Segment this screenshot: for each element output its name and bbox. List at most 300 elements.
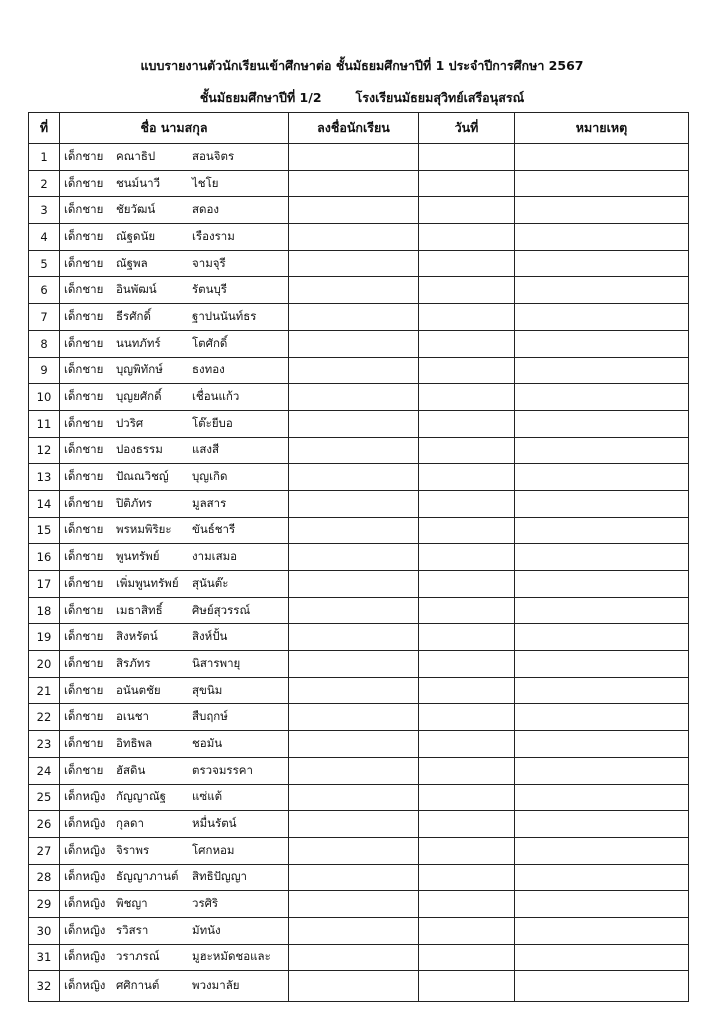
table-row <box>29 757 689 784</box>
date-cell <box>419 731 515 758</box>
table-row <box>29 651 689 678</box>
student-name <box>60 410 289 437</box>
first-name: พรหมพิริยะ <box>116 522 172 537</box>
last-name: แซ่แต้ <box>192 789 223 804</box>
name-prefix: เด็กหญิง <box>64 789 106 804</box>
remark-cell <box>515 731 689 758</box>
signature-cell <box>289 651 419 678</box>
date-cell <box>419 277 515 304</box>
name-prefix: เด็กชาย <box>64 629 104 644</box>
first-name: รวิสรา <box>116 922 149 937</box>
row-number: 13 <box>29 464 60 491</box>
name-prefix: เด็กชาย <box>64 228 104 243</box>
header-remark: หมายเหตุ <box>515 113 689 144</box>
student-name <box>60 224 289 251</box>
remark-cell <box>515 437 689 464</box>
name-prefix: เด็กหญิง <box>64 842 106 857</box>
table-row <box>29 971 689 1002</box>
date-cell <box>419 571 515 598</box>
first-name: พูนทรัพย์ <box>116 549 160 564</box>
signature-cell <box>289 517 419 544</box>
last-name: นิสารพายุ <box>192 655 241 670</box>
school-name: โรงเรียนมัธยมสุวิทย์เสรีอนุสรณ์ <box>355 90 525 105</box>
row-number: 16 <box>29 544 60 571</box>
student-name <box>60 811 289 838</box>
student-name <box>60 197 289 224</box>
remark-cell <box>515 330 689 357</box>
table-row <box>29 464 689 491</box>
last-name: เรืองราม <box>192 228 235 243</box>
signature-cell <box>289 704 419 731</box>
signature-cell <box>289 944 419 971</box>
remark-cell <box>515 224 689 251</box>
date-cell <box>419 624 515 651</box>
row-number: 29 <box>29 891 60 918</box>
first-name: นนทภัทร์ <box>116 335 161 350</box>
date-cell <box>419 757 515 784</box>
remark-cell <box>515 651 689 678</box>
row-number: 8 <box>29 330 60 357</box>
remark-cell <box>515 677 689 704</box>
remark-cell <box>515 197 689 224</box>
signature-cell <box>289 330 419 357</box>
first-name: พิชญา <box>116 896 148 911</box>
date-cell <box>419 437 515 464</box>
table-row <box>29 784 689 811</box>
date-cell <box>419 544 515 571</box>
date-cell <box>419 864 515 891</box>
signature-cell <box>289 357 419 384</box>
signature-cell <box>289 224 419 251</box>
student-name <box>60 864 289 891</box>
row-number: 11 <box>29 410 60 437</box>
student-name <box>60 571 289 598</box>
table-row <box>29 410 689 437</box>
table-row <box>29 304 689 331</box>
table-row <box>29 357 689 384</box>
first-name: ธีรศักดิ์ <box>116 308 151 323</box>
table-body <box>29 144 689 1002</box>
name-prefix: เด็กหญิง <box>64 949 106 964</box>
remark-cell <box>515 624 689 651</box>
date-cell <box>419 224 515 251</box>
first-name: ปิติภัทร <box>116 495 153 510</box>
name-prefix: เด็กชาย <box>64 389 104 404</box>
last-name: โตศักดิ์ <box>192 335 228 350</box>
signature-cell <box>289 757 419 784</box>
first-name: ชัยวัฒน์ <box>116 202 156 217</box>
student-name <box>60 971 289 1002</box>
last-name: สุนันต๊ะ <box>192 575 229 590</box>
first-name: ณัฐดนัย <box>116 228 156 243</box>
class-label: ชั้นมัธยมศึกษาปีที่ 1/2 <box>199 90 322 105</box>
last-name: สิงห์ปั้น <box>192 629 228 644</box>
student-name <box>60 357 289 384</box>
date-cell <box>419 250 515 277</box>
signature-cell <box>289 784 419 811</box>
remark-cell <box>515 757 689 784</box>
table-row <box>29 624 689 651</box>
signature-cell <box>289 624 419 651</box>
last-name: โศกหอม <box>192 842 235 857</box>
student-name <box>60 784 289 811</box>
name-prefix: เด็กชาย <box>64 735 104 750</box>
first-name: บุญยศักดิ์ <box>116 389 162 404</box>
row-number: 14 <box>29 490 60 517</box>
row-number: 1 <box>29 144 60 171</box>
last-name: มูฮะหมัดชอและ <box>192 949 271 964</box>
last-name: งามเสมอ <box>192 549 238 564</box>
name-prefix: เด็กชาย <box>64 202 104 217</box>
name-prefix: เด็กชาย <box>64 335 104 350</box>
name-prefix: เด็กชาย <box>64 308 104 323</box>
remark-cell <box>515 784 689 811</box>
table-row <box>29 144 689 171</box>
table-row <box>29 517 689 544</box>
signature-cell <box>289 490 419 517</box>
date-cell <box>419 944 515 971</box>
row-number: 23 <box>29 731 60 758</box>
row-number: 20 <box>29 651 60 678</box>
document-subtitle <box>0 88 724 108</box>
first-name: ณัฐพล <box>116 255 148 270</box>
table-row <box>29 704 689 731</box>
last-name: หมื่นรัตน์ <box>192 816 237 831</box>
row-number: 7 <box>29 304 60 331</box>
signature-cell <box>289 837 419 864</box>
first-name: จิราพร <box>116 842 150 857</box>
signature-cell <box>289 811 419 838</box>
signature-cell <box>289 170 419 197</box>
name-prefix: เด็กหญิง <box>64 978 106 993</box>
header-signature: ลงชื่อนักเรียน <box>289 113 419 144</box>
last-name: มัทนัง <box>192 922 221 937</box>
first-name: สิงหรัตน์ <box>116 629 158 644</box>
student-name <box>60 384 289 411</box>
row-number: 18 <box>29 597 60 624</box>
date-cell <box>419 677 515 704</box>
remark-cell <box>515 170 689 197</box>
table-row <box>29 224 689 251</box>
row-number: 17 <box>29 571 60 598</box>
table-row <box>29 917 689 944</box>
student-name <box>60 677 289 704</box>
first-name: อิทธิพล <box>116 735 153 750</box>
header-date: วันที่ <box>419 113 515 144</box>
date-cell <box>419 464 515 491</box>
name-prefix: เด็กชาย <box>64 282 104 297</box>
date-cell <box>419 917 515 944</box>
table-row <box>29 250 689 277</box>
name-prefix: เด็กชาย <box>64 148 104 163</box>
table-header-row <box>29 113 689 144</box>
name-prefix: เด็กหญิง <box>64 869 106 884</box>
name-prefix: เด็กหญิง <box>64 922 106 937</box>
table-row <box>29 864 689 891</box>
remark-cell <box>515 277 689 304</box>
name-prefix: เด็กชาย <box>64 682 104 697</box>
student-name <box>60 490 289 517</box>
remark-cell <box>515 464 689 491</box>
signature-cell <box>289 144 419 171</box>
signature-cell <box>289 971 419 1002</box>
signature-cell <box>289 384 419 411</box>
student-name <box>60 731 289 758</box>
date-cell <box>419 304 515 331</box>
last-name: ไชโย <box>192 175 219 190</box>
last-name: สอนจิตร <box>192 148 235 163</box>
signature-cell <box>289 677 419 704</box>
row-number: 28 <box>29 864 60 891</box>
last-name: สืบฤกษ์ <box>192 709 228 724</box>
signature-cell <box>289 277 419 304</box>
student-name <box>60 597 289 624</box>
first-name: ฮัสดิน <box>116 762 146 777</box>
date-cell <box>419 651 515 678</box>
student-name <box>60 944 289 971</box>
name-prefix: เด็กชาย <box>64 575 104 590</box>
remark-cell <box>515 571 689 598</box>
remark-cell <box>515 944 689 971</box>
table-row <box>29 437 689 464</box>
first-name: ปวริศ <box>116 415 144 430</box>
name-prefix: เด็กชาย <box>64 175 104 190</box>
table-row <box>29 891 689 918</box>
remark-cell <box>515 144 689 171</box>
row-number: 27 <box>29 837 60 864</box>
student-name <box>60 277 289 304</box>
table-row <box>29 544 689 571</box>
remark-cell <box>515 517 689 544</box>
row-number: 10 <box>29 384 60 411</box>
name-prefix: เด็กชาย <box>64 522 104 537</box>
remark-cell <box>515 891 689 918</box>
student-name <box>60 651 289 678</box>
last-name: แสงสี <box>192 442 220 457</box>
table-row <box>29 330 689 357</box>
student-name <box>60 757 289 784</box>
table-row <box>29 197 689 224</box>
date-cell <box>419 490 515 517</box>
student-name <box>60 250 289 277</box>
signature-cell <box>289 437 419 464</box>
student-name <box>60 170 289 197</box>
signature-cell <box>289 250 419 277</box>
name-prefix: เด็กหญิง <box>64 896 106 911</box>
student-name <box>60 437 289 464</box>
first-name: ปองธรรม <box>116 442 163 457</box>
last-name: รัตนบุรี <box>192 282 227 297</box>
name-prefix: เด็กชาย <box>64 655 104 670</box>
date-cell <box>419 517 515 544</box>
date-cell <box>419 784 515 811</box>
signature-cell <box>289 864 419 891</box>
signature-cell <box>289 410 419 437</box>
name-prefix: เด็กชาย <box>64 442 104 457</box>
last-name: วรศิริ <box>192 896 219 911</box>
row-number: 30 <box>29 917 60 944</box>
first-name: เมธาสิทธิ์ <box>116 602 163 617</box>
row-number: 21 <box>29 677 60 704</box>
last-name: ตรวจมรรคา <box>192 762 253 777</box>
last-name: มูลสาร <box>192 495 227 510</box>
signature-cell <box>289 597 419 624</box>
remark-cell <box>515 250 689 277</box>
signature-cell <box>289 571 419 598</box>
date-cell <box>419 357 515 384</box>
name-prefix: เด็กชาย <box>64 762 104 777</box>
student-name <box>60 517 289 544</box>
remark-cell <box>515 304 689 331</box>
first-name: สิรภัทร <box>116 655 151 670</box>
remark-cell <box>515 971 689 1002</box>
student-name <box>60 624 289 651</box>
row-number: 19 <box>29 624 60 651</box>
row-number: 9 <box>29 357 60 384</box>
table-row <box>29 170 689 197</box>
date-cell <box>419 837 515 864</box>
row-number: 31 <box>29 944 60 971</box>
date-cell <box>419 384 515 411</box>
remark-cell <box>515 864 689 891</box>
student-name <box>60 144 289 171</box>
last-name: ฐาปนนันท์ธร <box>192 308 257 323</box>
remark-cell <box>515 490 689 517</box>
name-prefix: เด็กหญิง <box>64 816 106 831</box>
remark-cell <box>515 410 689 437</box>
student-name <box>60 917 289 944</box>
first-name: เพิ่มพูนทรัพย์ <box>116 575 179 590</box>
header-name: ชื่อ นามสกุล <box>60 113 289 144</box>
signature-cell <box>289 731 419 758</box>
table-row <box>29 490 689 517</box>
table-row <box>29 677 689 704</box>
last-name: สุขนิม <box>192 682 223 697</box>
remark-cell <box>515 384 689 411</box>
first-name: ปัณณวิชญ์ <box>116 469 169 484</box>
last-name: สิทธิปัญญา <box>192 869 247 884</box>
first-name: กัญญาณัฐ <box>116 789 167 804</box>
row-number: 2 <box>29 170 60 197</box>
student-name <box>60 704 289 731</box>
date-cell <box>419 144 515 171</box>
date-cell <box>419 704 515 731</box>
date-cell <box>419 410 515 437</box>
signature-cell <box>289 197 419 224</box>
last-name: ธงทอง <box>192 362 225 377</box>
signature-cell <box>289 544 419 571</box>
table-row <box>29 731 689 758</box>
signature-cell <box>289 917 419 944</box>
remark-cell <box>515 544 689 571</box>
row-number: 4 <box>29 224 60 251</box>
table-row <box>29 384 689 411</box>
remark-cell <box>515 837 689 864</box>
header-no: ที่ <box>29 113 60 144</box>
student-name <box>60 837 289 864</box>
name-prefix: เด็กชาย <box>64 469 104 484</box>
last-name: ศิษย์สุวรรณ์ <box>192 602 251 617</box>
table-row <box>29 597 689 624</box>
row-number: 12 <box>29 437 60 464</box>
remark-cell <box>515 357 689 384</box>
first-name: อนันตชัย <box>116 682 161 697</box>
date-cell <box>419 330 515 357</box>
first-name: กุลดา <box>116 816 144 831</box>
last-name: เชื่อนแก้ว <box>192 389 240 404</box>
first-name: ศศิกานต์ <box>116 978 160 993</box>
signature-cell <box>289 464 419 491</box>
row-number: 25 <box>29 784 60 811</box>
date-cell <box>419 597 515 624</box>
row-number: 15 <box>29 517 60 544</box>
first-name: บุญพิทักษ์ <box>116 362 163 377</box>
date-cell <box>419 971 515 1002</box>
student-name <box>60 891 289 918</box>
table-row <box>29 571 689 598</box>
table-row <box>29 944 689 971</box>
remark-cell <box>515 811 689 838</box>
remark-cell <box>515 917 689 944</box>
date-cell <box>419 197 515 224</box>
signature-cell <box>289 891 419 918</box>
last-name: ขันธ์ชารี <box>192 522 236 537</box>
last-name: บุญเกิด <box>192 469 228 484</box>
last-name: จามจุรี <box>192 255 226 270</box>
row-number: 6 <box>29 277 60 304</box>
student-name <box>60 464 289 491</box>
row-number: 22 <box>29 704 60 731</box>
row-number: 24 <box>29 757 60 784</box>
table-row <box>29 837 689 864</box>
first-name: อินพัฒน์ <box>116 282 157 297</box>
document-title: แบบรายงานตัวนักเรียนเข้าศึกษาต่อ ชั้นมัธยมศึกษาปีที่ 1 ประจำปีการศึกษา 2567 <box>140 58 584 73</box>
date-cell <box>419 891 515 918</box>
name-prefix: เด็กชาย <box>64 495 104 510</box>
table-row <box>29 277 689 304</box>
remark-cell <box>515 704 689 731</box>
last-name: สดอง <box>192 202 220 217</box>
row-number: 26 <box>29 811 60 838</box>
row-number: 32 <box>29 971 60 1002</box>
first-name: ชนม์นาวี <box>116 175 161 190</box>
student-report-table <box>28 112 689 1002</box>
name-prefix: เด็กชาย <box>64 549 104 564</box>
name-prefix: เด็กชาย <box>64 255 104 270</box>
name-prefix: เด็กชาย <box>64 415 104 430</box>
row-number: 5 <box>29 250 60 277</box>
row-number: 3 <box>29 197 60 224</box>
first-name: ธัญญาภานต์ <box>116 869 179 884</box>
last-name: ชอมัน <box>192 735 223 750</box>
first-name: คณาธิป <box>116 148 156 163</box>
name-prefix: เด็กชาย <box>64 602 104 617</box>
student-name <box>60 330 289 357</box>
student-name <box>60 304 289 331</box>
remark-cell <box>515 597 689 624</box>
table-row <box>29 811 689 838</box>
name-prefix: เด็กชาย <box>64 709 104 724</box>
signature-cell <box>289 304 419 331</box>
student-name <box>60 544 289 571</box>
last-name: พวงมาลัย <box>192 978 240 993</box>
first-name: อเนชา <box>116 709 149 724</box>
date-cell <box>419 811 515 838</box>
last-name: โต๊ะยีบอ <box>192 415 233 430</box>
date-cell <box>419 170 515 197</box>
name-prefix: เด็กชาย <box>64 362 104 377</box>
first-name: วราภรณ์ <box>116 949 160 964</box>
